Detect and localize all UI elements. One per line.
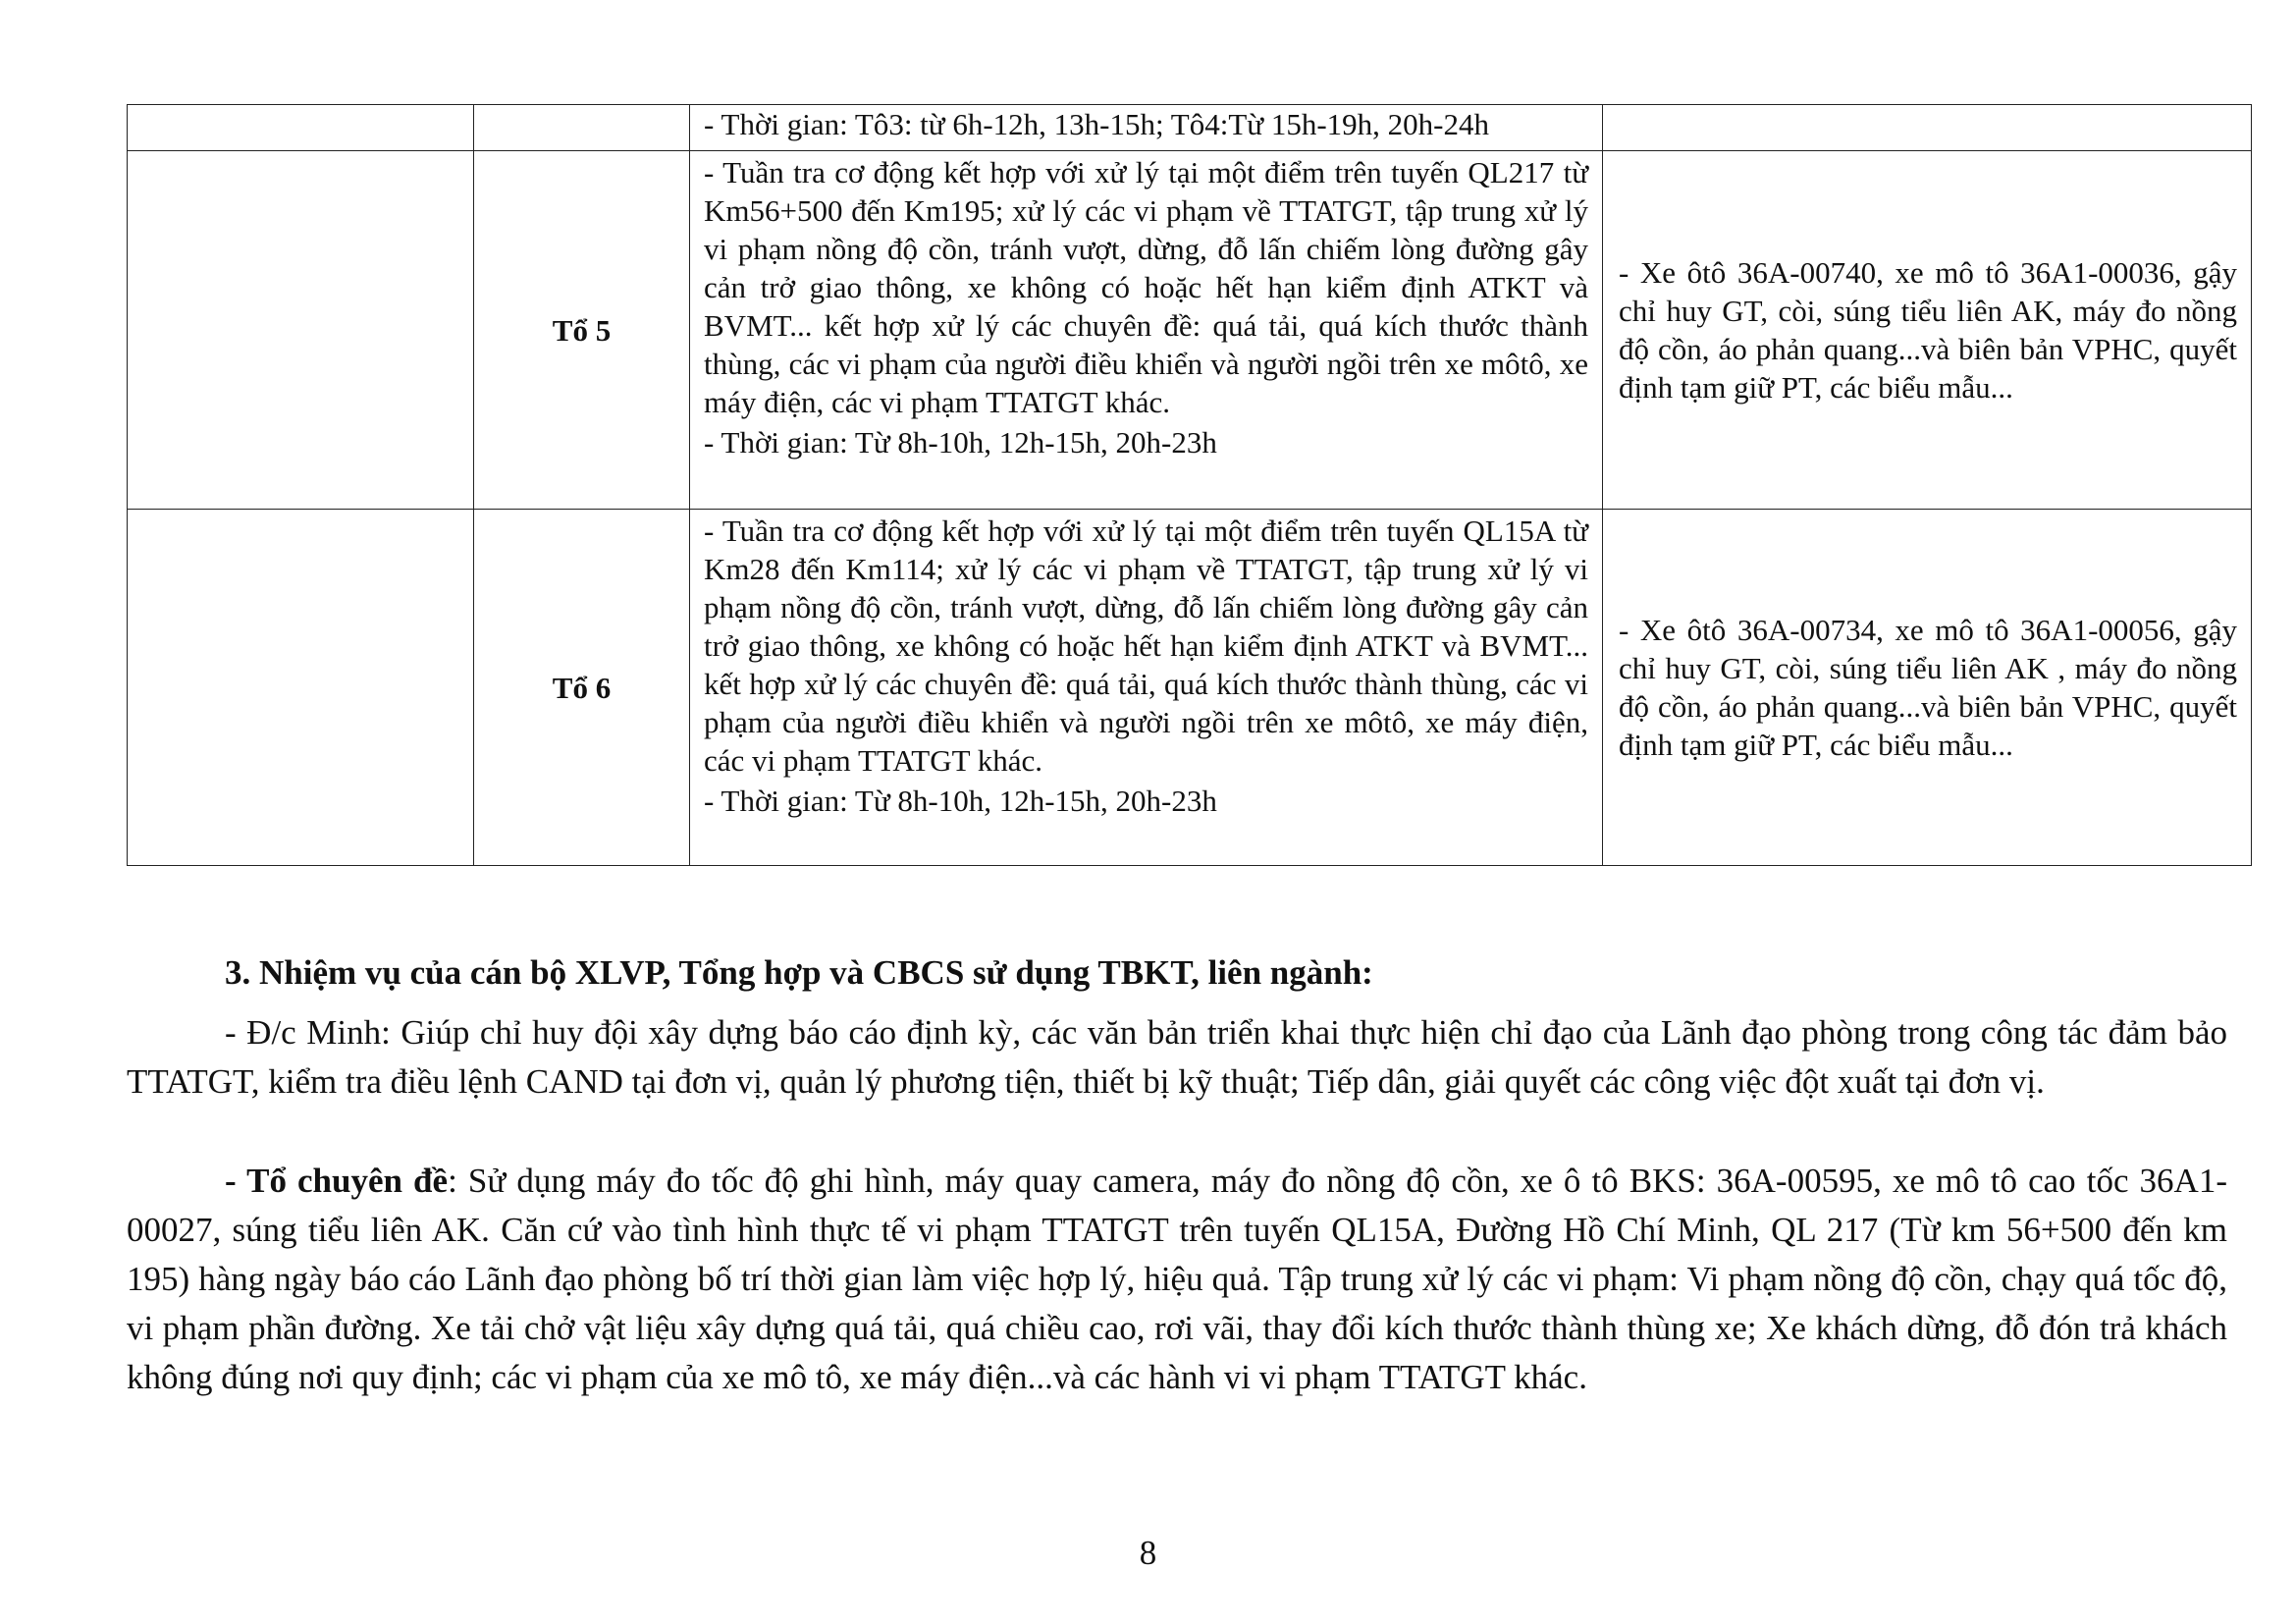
paragraph-special-team xyxy=(127,1157,2227,1402)
table-row xyxy=(128,151,2252,510)
task-text: - Tuần tra cơ động kết hợp với xử lý tại một điểm trên tuyến QL15A từ Km28 đến Km114; xử lý các vi phạm về TTATGT, tập trung xử lý vi phạm nồng độ cồn, tránh vượt, dừng, đỗ lấn chiếm lòng đường gây cản trở giao thông, xe không có hoặc hết hạn kiểm định ATKT và BVMT... kết hợp xử lý các chuyên đề: quá tải, quá kích thước thành thùng, các vi phạm của người điều khiển và người ngồi trên xe môtô, xe máy điện, các vi phạm TTATGT khác. xyxy=(704,514,1588,778)
time-text: - Thời gian: Tô3: từ 6h-12h, 13h-15h; Tô4:Từ 15h-19h, 20h-24h xyxy=(704,107,1489,141)
table-cell-equipment xyxy=(1603,105,2252,151)
paragraph-body: : Sử dụng máy đo tốc độ ghi hình, máy quay camera, máy đo nồng độ cồn, xe ô tô BKS: 36A-00595, xe mô tô cao tốc 36A1-00027, súng tiểu liên AK. Căn cứ vào tình hình thực tế vi phạm TTATGT trên tuyến QL15A, Đường Hồ Chí Minh, QL 217 (Từ km 56+500 đến km 195) hàng ngày báo cáo Lãnh đạo phòng bố trí thời gian làm việc hợp lý, hiệu quả. Tập trung xử lý các vi phạm: Vi phạm nồng độ cồn, chạy quá tốc độ, vi phạm phần đường. Xe tải chở vật liệu xây dựng quá tải, quá chiều cao, rơi vãi, thay đổi kích thước thành thùng xe; Xe khách dừng, đỗ đón trả khách không đúng nơi quy định; các vi phạm của xe mô tô, xe máy điện...và các hành vi vi phạm TTATGT khác. xyxy=(127,1162,2227,1396)
table-cell-unit xyxy=(128,510,474,866)
team-label: Tổ 5 xyxy=(474,151,690,510)
table-cell-unit xyxy=(128,151,474,510)
paragraph-minh: - Đ/c Minh: Giúp chỉ huy đội xây dựng báo cáo định kỳ, các văn bản triển khai thực hiện chỉ đạo của Lãnh đạo phòng trong công tác đảm bảo TTATGT, kiểm tra điều lệnh CAND tại đơn vị, quản lý phương tiện, thiết bị kỹ thuật; Tiếp dân, giải quyết các công việc đột xuất tại đơn vị. xyxy=(127,1013,2227,1101)
patrol-schedule-table xyxy=(127,104,2252,866)
equipment-text: - Xe ôtô 36A-00734, xe mô tô 36A1-00056, gậy chỉ huy GT, còi, súng tiểu liên AK , máy đo nồng độ cồn, áo phản quang...và biên bản VPHC, quyết định tạm giữ PT, các biểu mẫu... xyxy=(1603,510,2252,866)
time-text: - Thời gian: Từ 8h-10h, 12h-15h, 20h-23h xyxy=(704,784,1217,818)
page-number: 8 xyxy=(1139,1534,1157,1572)
team-label: Tổ 6 xyxy=(474,510,690,866)
time-text: - Thời gian: Từ 8h-10h, 12h-15h, 20h-23h xyxy=(704,425,1217,460)
table-row xyxy=(128,510,2252,866)
section-heading: 3. Nhiệm vụ của cán bộ XLVP, Tổng hợp và CBCS sử dụng TBKT, liên ngành: xyxy=(225,953,1373,992)
table-cell-content xyxy=(690,510,1603,866)
table-cell-content xyxy=(690,151,1603,510)
table-cell-team xyxy=(474,105,690,151)
table-row xyxy=(128,105,2252,151)
table-cell-content xyxy=(690,105,1603,151)
table-cell-unit xyxy=(128,105,474,151)
equipment-text: - Xe ôtô 36A-00740, xe mô tô 36A1-00036, gậy chỉ huy GT, còi, súng tiểu liên AK, máy đo nồng độ cồn, áo phản quang...và biên bản VPHC, quyết định tạm giữ PT, các biểu mẫu... xyxy=(1603,151,2252,510)
paragraph-lead: - Tổ chuyên đề xyxy=(225,1162,449,1200)
task-text: - Tuần tra cơ động kết hợp với xử lý tại một điểm trên tuyến QL217 từ Km56+500 đến Km195; xử lý các vi phạm về TTATGT, tập trung xử lý vi phạm nồng độ cồn, tránh vượt, dừng, đỗ lấn chiếm lòng đường gây cản trở giao thông, xe không có hoặc hết hạn kiểm định ATKT và BVMT... kết hợp xử lý các chuyên đề: quá tải, quá kích thước thành thùng, các vi phạm của người điều khiển và người ngồi trên xe môtô, xe máy điện, các vi phạm TTATGT khác. xyxy=(704,155,1588,419)
